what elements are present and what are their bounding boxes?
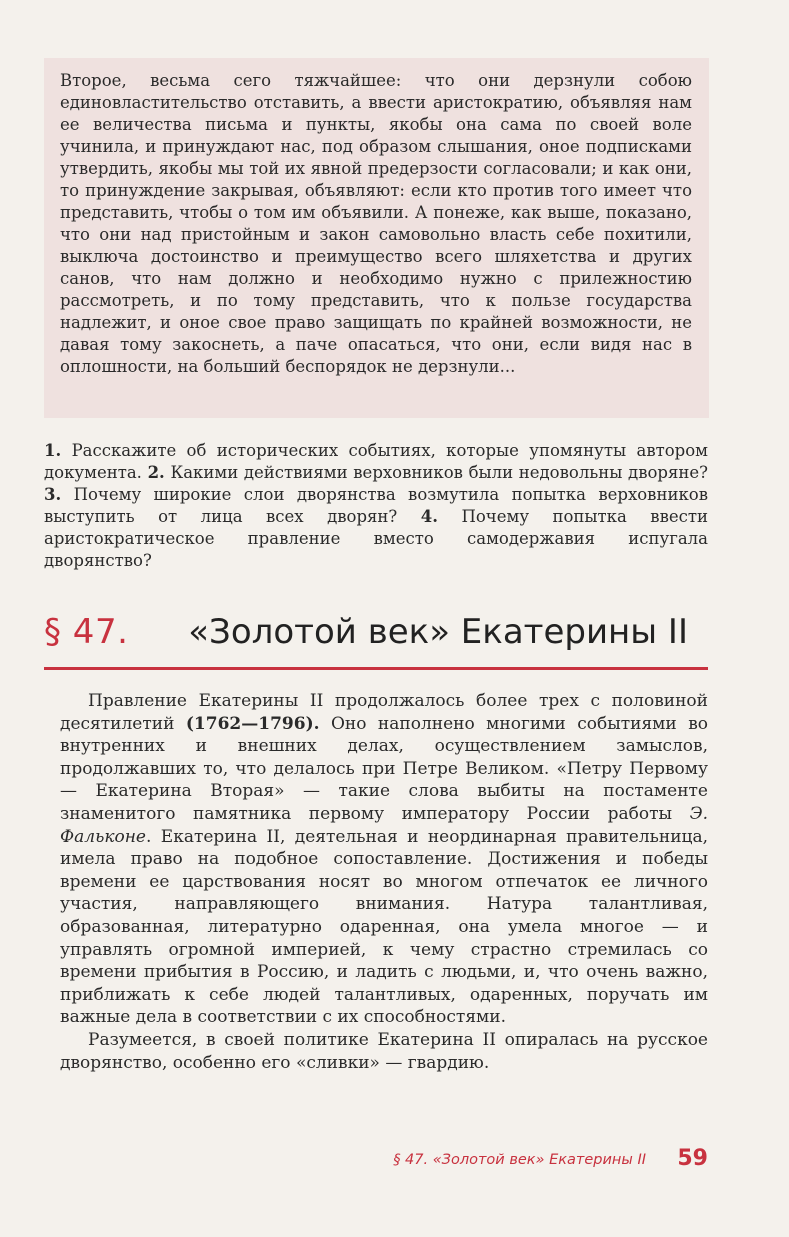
- section-divider: [44, 667, 708, 670]
- question-number: 3.: [44, 485, 62, 504]
- question-text: Почему широкие слои дворянства возмутила попытка верховников выступить от лица всех дворян?: [44, 485, 708, 526]
- question-number: 1.: [44, 441, 62, 460]
- paragraph-1: [60, 690, 708, 1029]
- body-text: [60, 690, 708, 1074]
- paragraph-text: . Екатерина II, деятельная и неординарная правительница, имела право на подобное сопоставление. Достижения и победы времени ее царствования носят во многом отпечаток ее личного участия, направляющего внимания. Натура талантливая, образованная, литературно одаренная, она умела многое — и управлять огромной империей, к чему страстно стремилась со времени прибытия в Россию, и ладить с людьми, и, что очень важно, приближать к себе людей талантливых, одаренных, поручать им важные дела в соответствии с их способностями.: [60, 826, 708, 1028]
- page-footer: [300, 1146, 708, 1176]
- question-text: Какими действиями верховников были недовольны дворяне?: [170, 463, 709, 482]
- page-number: 59: [677, 1146, 708, 1171]
- section-title: «Золотой век» Екатерины II: [188, 612, 688, 652]
- questions-block: [44, 440, 708, 572]
- paragraph-text: Правление Екатерины II продолжалось более трех с половиной десятилетий: [60, 691, 708, 734]
- document-quote-text: Второе, весьма сего тяжчайшее: что они дерзнули собою единовластительство отставить, а ввести аристократию, объявляя нам ее величества письма и пункты, якобы она сама по своей воле учинила, и принуждают нас, под образом слышания, оное подписками утвердить, якобы мы той их явной предерзости согласовали; и как они, то принуждение закрывая, объявляют: если кто против того имеет что представить, чтобы о том им объявили. А понеже, как выше, показано, что они над пристойным и закон самовольно власть себе похитили, выключа достоинство и преимущество всего шляхетства и других санов, что нам должно и необходимо нужно с прилежностию рассмотреть, и по тому представить, что к пользе государства надлежит, и оное свое право защищать по крайней возможности, не давая тому закоснеть, а паче опасаться, что они, если видя нас в оплошности, на больший беспорядок не дерзнули...: [60, 71, 692, 376]
- question-text: Почему попытка ввести аристократическое правление вместо самодержавия испугала дворянство?: [44, 507, 709, 570]
- question-number: 4.: [420, 507, 438, 526]
- question-text: Расскажите об исторических событиях, которые упомянуты автором документа.: [44, 441, 708, 482]
- sculptor-name: Э. Фальконе: [60, 803, 708, 847]
- paragraph-text: Оно наполнено многими событиями во внутренних и внешних делах, осуществлением замыслов, продолжавших то, что делалось при Петре Великом. «Петру Первому — Екатерина Вторая» — такие слова выбиты на постаменте знаменитого памятника первому императору России работы: [60, 713, 708, 824]
- section-heading: [44, 612, 708, 672]
- section-number: § 47.: [44, 612, 129, 652]
- running-title: § 47. «Золотой век» Екатерины II: [393, 1152, 646, 1168]
- paragraph-2: Разумеется, в своей политике Екатерина II опиралась на русское дворянство, особенно его «сливки» — гвардию.: [60, 1029, 708, 1073]
- question-number: 2.: [147, 463, 165, 482]
- reign-dates: (1762—1796).: [185, 713, 320, 734]
